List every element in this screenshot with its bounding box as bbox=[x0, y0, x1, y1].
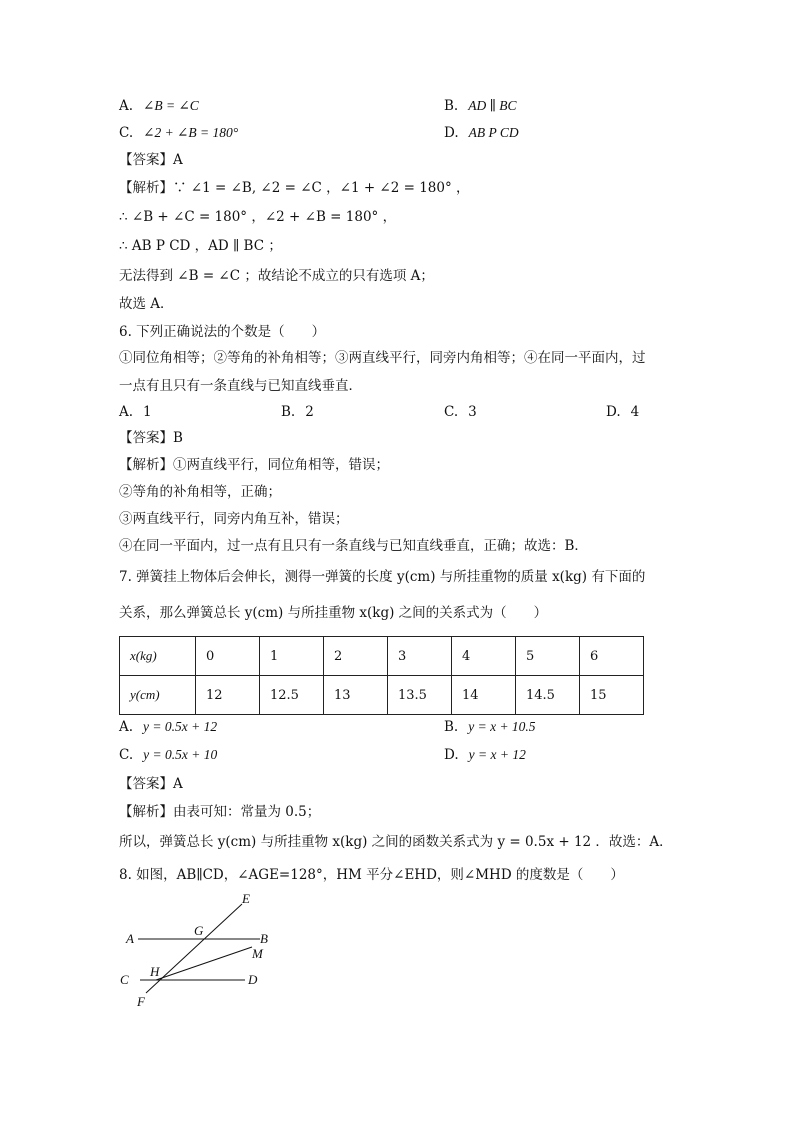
option-text: AB P CD bbox=[468, 125, 519, 140]
option-label: B. bbox=[444, 719, 459, 735]
option-text: y = 0.5x + 10 bbox=[143, 747, 218, 762]
table-cell: 1 bbox=[260, 637, 324, 676]
option-label: B. bbox=[444, 98, 459, 114]
table-row bbox=[120, 637, 644, 676]
q5-option-c[interactable] bbox=[119, 125, 238, 141]
q5-analysis-line: 无法得到 ∠B = ∠C ；故结论不成立的只有选项 A； bbox=[119, 268, 434, 284]
table-cell: 6 bbox=[580, 637, 644, 676]
q5-analysis-line: ∴ AB P CD ，AD ∥ BC ； bbox=[119, 238, 282, 254]
label-e: E bbox=[242, 891, 250, 906]
option-text: ∠2 + ∠B = 180° bbox=[143, 125, 239, 140]
ray-hm bbox=[156, 947, 252, 980]
option-label: C. bbox=[119, 125, 134, 141]
table-cell: 15 bbox=[580, 676, 644, 715]
label-d: D bbox=[248, 972, 258, 987]
option-text: 2 bbox=[305, 404, 314, 420]
option-label: D. bbox=[444, 125, 459, 141]
q6-option-c[interactable] bbox=[444, 404, 477, 420]
table-header-cell: y(cm) bbox=[120, 676, 196, 715]
q6-option-d[interactable] bbox=[606, 404, 639, 420]
label-g: G bbox=[194, 923, 204, 938]
table-cell: 12.5 bbox=[260, 676, 324, 715]
table-cell: 13 bbox=[324, 676, 388, 715]
table-header-cell: x(kg) bbox=[120, 637, 196, 676]
q5-analysis-line: ∴ ∠B + ∠C = 180° ，∠2 + ∠B = 180° ， bbox=[119, 209, 397, 225]
q8-stem: 8. 如图，AB∥CD，∠AGE=128°，HM 平分∠EHD，则∠MHD 的度数是（ ） bbox=[119, 867, 624, 883]
q5-analysis-line: 故选 A． bbox=[119, 296, 174, 312]
label-b: B bbox=[260, 931, 268, 946]
table-cell: 14.5 bbox=[516, 676, 580, 715]
q6-body-line: 一点有且只有一条直线与已知直线垂直． bbox=[119, 378, 362, 394]
table-cell: 2 bbox=[324, 637, 388, 676]
q7-stem-line: 7. 弹簧挂上物体后会伸长，测得一弹簧的长度 y(cm) 与所挂重物的质量 x(kg) 有下面的 bbox=[119, 569, 646, 585]
label-m: M bbox=[252, 946, 263, 961]
option-label: A. bbox=[119, 98, 134, 114]
table-row bbox=[120, 676, 644, 715]
table-cell: 0 bbox=[196, 637, 260, 676]
option-label: C. bbox=[119, 747, 134, 763]
label-c: C bbox=[120, 972, 129, 987]
q7-analysis-line: 所以，弹簧总长 y(cm) 与所挂重物 x(kg) 之间的函数关系式为 y = 0.5x + 12 ．故选：A． bbox=[119, 834, 673, 850]
option-text: y = x + 10.5 bbox=[468, 719, 536, 734]
table-cell: 5 bbox=[516, 637, 580, 676]
label-h: H bbox=[150, 964, 160, 979]
q8-geometry-figure bbox=[110, 888, 290, 1013]
option-label: A. bbox=[119, 719, 134, 735]
option-label: C. bbox=[444, 404, 459, 420]
q6-analysis-line: 【解析】①两直线平行，同位角相等，错误； bbox=[119, 457, 389, 473]
label-f: F bbox=[137, 994, 145, 1009]
option-text: 1 bbox=[143, 404, 152, 420]
q7-option-d[interactable] bbox=[444, 747, 526, 763]
q6-answer: 【答案】B bbox=[119, 430, 183, 446]
q6-option-a[interactable] bbox=[119, 404, 152, 420]
option-text: 3 bbox=[468, 404, 477, 420]
q5-option-d[interactable] bbox=[444, 125, 519, 141]
q5-analysis-line: 【解析】∵ ∠1 = ∠B, ∠2 = ∠C ，∠1 + ∠2 = 180° ， bbox=[119, 180, 470, 196]
option-text: y = x + 12 bbox=[468, 747, 526, 762]
q5-option-a[interactable] bbox=[119, 98, 199, 114]
q5-answer: 【答案】A bbox=[119, 152, 183, 168]
q6-option-b[interactable] bbox=[281, 404, 314, 420]
option-label: D. bbox=[606, 404, 621, 420]
table-cell: 4 bbox=[452, 637, 516, 676]
q6-analysis-line: ③两直线平行，同旁内角互补，错误； bbox=[119, 511, 349, 527]
q7-option-a[interactable] bbox=[119, 719, 217, 735]
table-cell: 13.5 bbox=[388, 676, 452, 715]
option-label: A. bbox=[119, 404, 134, 420]
q7-stem-line: 关系，那么弹簧总长 y(cm) 与所挂重物 x(kg) 之间的关系式为（ ） bbox=[119, 605, 548, 621]
q6-analysis-line: ②等角的补角相等，正确； bbox=[119, 484, 281, 500]
q7-answer: 【答案】A bbox=[119, 776, 183, 792]
q7-analysis-line: 【解析】由表可知：常量为 0.5； bbox=[119, 804, 321, 820]
q6-body-line: ①同位角相等；②等角的补角相等；③两直线平行，同旁内角相等；④在同一平面内，过 bbox=[119, 350, 646, 366]
label-a: A bbox=[126, 931, 134, 946]
table-cell: 12 bbox=[196, 676, 260, 715]
table-cell: 14 bbox=[452, 676, 516, 715]
option-text: AD ∥ BC bbox=[468, 98, 517, 113]
option-text: 4 bbox=[630, 404, 640, 420]
table-cell: 3 bbox=[388, 637, 452, 676]
option-text: y = 0.5x + 12 bbox=[143, 719, 218, 734]
option-label: B. bbox=[281, 404, 296, 420]
q7-option-b[interactable] bbox=[444, 719, 536, 735]
q7-option-c[interactable] bbox=[119, 747, 217, 763]
option-label: D. bbox=[444, 747, 459, 763]
q7-data-table bbox=[119, 636, 644, 715]
q6-stem: 6. 下列正确说法的个数是（ ） bbox=[119, 324, 326, 340]
q5-option-b[interactable] bbox=[444, 98, 516, 114]
option-text: ∠B = ∠C bbox=[143, 98, 199, 113]
q6-analysis-line: ④在同一平面内，过一点有且只有一条直线与已知直线垂直，正确；故选：B． bbox=[119, 538, 588, 554]
